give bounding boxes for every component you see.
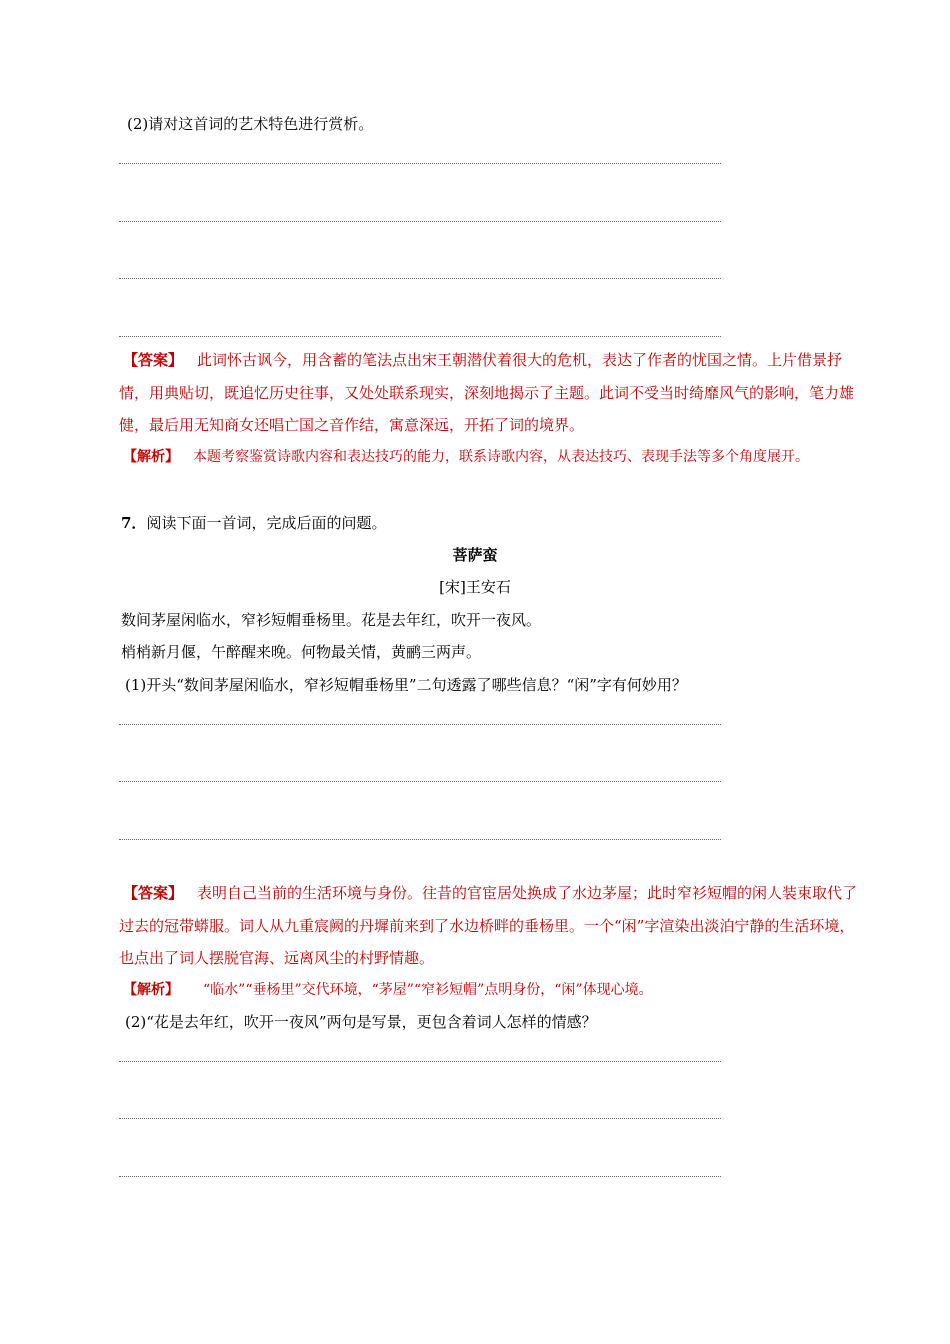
answer-line bbox=[119, 724, 721, 725]
question-text: 阅读下面一首词，完成后面的问题。 bbox=[146, 514, 387, 532]
question-6-2: (2)请对这首词的艺术特色进行赏析。 bbox=[127, 115, 374, 133]
answer-line bbox=[119, 1118, 721, 1119]
poem-author: [宋]王安石 bbox=[439, 578, 511, 596]
analysis-tag: 【解析】 bbox=[123, 449, 179, 465]
analysis-block-2 bbox=[123, 980, 653, 1000]
poem-title: 菩萨蛮 bbox=[452, 546, 498, 564]
analysis-text: “临水”“垂杨里”交代环境，“茅屋”“窄衫短帽”点明身份，“闲”体现心境。 bbox=[203, 982, 653, 998]
poem-line-2: 梢梢新月偃，午醉醒来晚。何物最关情，黄鹂三两声。 bbox=[121, 643, 482, 661]
analysis-tag: 【解析】 bbox=[123, 982, 179, 998]
answer-line bbox=[119, 1061, 721, 1062]
question-number: 7． bbox=[121, 514, 147, 532]
answer-text: 表明自己当前的生活环境与身份。往昔的官宦居处换成了水边茅屋；此时窄衫短帽的闲人装束取代了过去的冠带蟒服。词人从九重宸阙的丹墀前来到了水边桥畔的垂杨里。一个“闲”字渲染出淡泊宁静的生活环境，也点出了词人摆脱官海、远离风尘的村野情趣。 bbox=[119, 884, 858, 967]
answer-tag: 【答案】 bbox=[123, 351, 184, 369]
answer-text: 此词怀古讽今，用含蓄的笔法点出宋王朝潜伏着很大的危机，表达了作者的忧国之情。上片借景抒情，用典贴切，既追忆历史往事，又处处联系现实，深刻地揭示了主题。此词不受当时绮靡风气的影响，笔力雄健，最后用无知商女还唱亡国之音作结，寓意深远，开拓了词的境界。 bbox=[119, 351, 855, 434]
answer-line bbox=[119, 163, 721, 164]
answer-line bbox=[119, 278, 721, 279]
analysis-block-1 bbox=[119, 441, 859, 474]
answer-line bbox=[119, 336, 721, 337]
poem-line-1: 数间茅屋闲临水，窄衫短帽垂杨里。花是去年红，吹开一夜风。 bbox=[121, 611, 542, 629]
question-7 bbox=[121, 513, 386, 533]
answer-line bbox=[119, 1176, 721, 1177]
answer-block-1 bbox=[119, 344, 859, 442]
analysis-text: 本题考察鉴赏诗歌内容和表达技巧的能力，联系诗歌内容，从表达技巧、表现手法等多个角度展开。 bbox=[193, 449, 809, 465]
question-7-2: (2)“花是去年红，吹开一夜风”两句是写景，更包含着词人怎样的情感？ bbox=[125, 1013, 597, 1031]
answer-tag: 【答案】 bbox=[123, 884, 184, 902]
answer-line bbox=[119, 221, 721, 222]
answer-block-2 bbox=[119, 877, 859, 975]
question-7-1: (1)开头“数间茅屋闲临水，窄衫短帽垂杨里”二句透露了哪些信息？“闲”字有何妙用？ bbox=[125, 676, 687, 694]
answer-line bbox=[119, 839, 721, 840]
answer-line bbox=[119, 781, 721, 782]
